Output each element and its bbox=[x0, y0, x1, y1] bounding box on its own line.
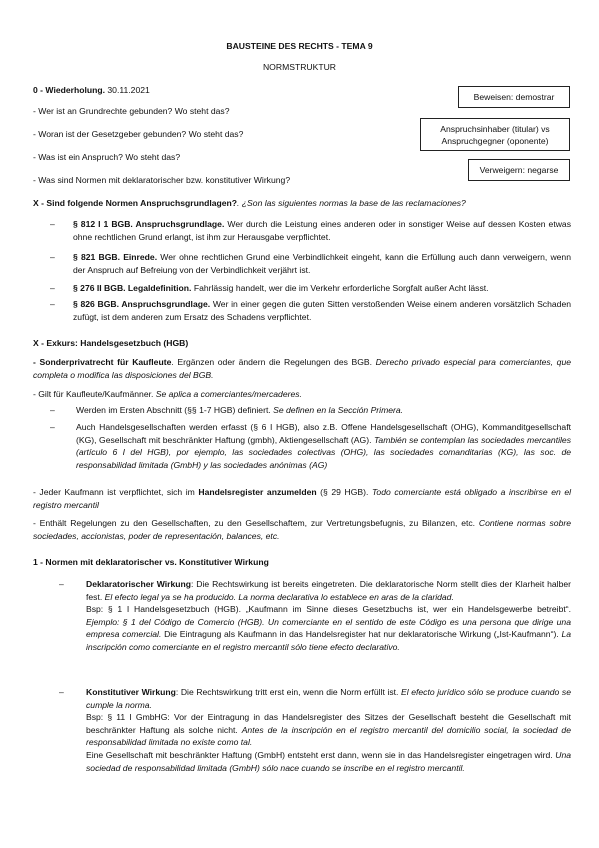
bullet-dash: – bbox=[50, 405, 55, 415]
hgb-paragraph-2 bbox=[33, 388, 571, 401]
bullet-dash: – bbox=[50, 283, 55, 293]
hgb-p1-text: . Ergänzen oder ändern die Regelungen des BGB. bbox=[171, 357, 376, 367]
hgb-paragraph-1 bbox=[33, 356, 571, 381]
konstitutiv-text: : Die Rechtswirkung tritt erst ein, wenn die Norm erfüllt ist. bbox=[175, 687, 402, 697]
review-question-1: - Wer ist an Grundrechte gebunden? Wo steht das? bbox=[33, 106, 230, 116]
konstitutiv-p2-es: Una sociedad de responsabilidad limitada (GmbH) sólo nace cuando se inscribe en el registro mercantil. bbox=[86, 749, 571, 773]
norm-item-3-text: Fahrlässig handelt, wer die im Verkehr erforderliche Sorgfalt außer Acht lässt. bbox=[191, 283, 489, 293]
bullet-dash: – bbox=[50, 299, 55, 309]
review-date: 30.11.2021 bbox=[107, 85, 150, 95]
bullet-dash: – bbox=[50, 219, 55, 229]
norm-item-3-ref: § 276 II BGB. Legaldefinition. bbox=[73, 283, 192, 293]
bullet-dash: – bbox=[59, 687, 64, 697]
deklaratorisch-label: Deklaratorischer Wirkung bbox=[86, 579, 192, 589]
hgb-sub-2 bbox=[76, 421, 571, 471]
deklaratorisch-es: El efecto legal ya se ha producido. La norma declarativa lo establece en aras de la claridad. bbox=[104, 591, 454, 602]
norm-item-2-ref: § 821 BGB. Einrede. bbox=[73, 252, 158, 262]
section-x1-heading-es: . ¿Son las siguientes normas la base de las reclamaciones? bbox=[237, 198, 466, 208]
review-question-2: - Woran ist der Gesetzgeber gebunden? Wo steht das? bbox=[33, 129, 244, 139]
bullet-dash: – bbox=[50, 252, 55, 262]
bullet-dash: – bbox=[50, 422, 55, 432]
note-box-anspruch: Anspruchsinhaber (titular) vs Anspruchgegner (oponente) bbox=[420, 118, 570, 151]
hgb-p2-text: - Gilt für Kaufleute/Kaufmänner. bbox=[33, 389, 156, 399]
hgb-p3-bold: Handelsregister anzumelden bbox=[198, 487, 317, 497]
konstitutiv-bsp: Bsp: § 11 I GmbHG: Vor der Eintragung in das Handelsregister des Sitzes der Gesellschaft besteht die Gesellschaft mit beschränkter Haftung als solche nicht. bbox=[86, 712, 571, 735]
hgb-p4-text: - Enthält Regelungen zu den Gesellschaften, zu den Gesellschaftem, zur Vertretungsbefugnis, zu Bilanzen, etc. bbox=[33, 518, 479, 528]
deklaratorisch-bsp-es: Ejemplo: § 1 del Código de Comercio (HGB). Un comerciante en el sentido de este Código es una persona que dirige una empresa comercial. bbox=[86, 616, 571, 640]
page-title: BAUSTEINE DES RECHTS - TEMA 9 bbox=[226, 41, 373, 51]
hgb-sub1-text: Werden im Ersten Abschnitt (§§ 1-7 HGB) definiert. bbox=[76, 405, 274, 415]
review-question-4: - Was sind Normen mit deklaratorischer bzw. konstitutiver Wirkung? bbox=[33, 175, 291, 185]
page-subtitle: NORMSTRUKTUR bbox=[262, 62, 337, 72]
deklaratorisch-bsp: Bsp: § 1 I Handelsgesetzbuch (HGB). „Kaufmann im Sinne dieses Gesetzbuchs ist, wer ein Handelsgewerbe betreibt“. bbox=[86, 604, 571, 615]
norm-item-1-text: Wer durch die Leistung eines anderen oder in sonstiger Weise auf dessen Kosten etwas ohne rechtlichen Grund erlangt, ist ihm zur Herausgabe verpflichtet. bbox=[73, 219, 572, 242]
hgb-sub-1 bbox=[76, 404, 571, 417]
review-heading: 0 - Wiederholung. bbox=[33, 85, 106, 95]
hgb-p3-es: Todo comerciante está obligado a inscribirse en el registro mercantil bbox=[33, 487, 572, 510]
konstitutiv-label: Konstitutiver Wirkung bbox=[86, 687, 176, 697]
deklaratorisch-block bbox=[86, 578, 571, 654]
hgb-paragraph-3 bbox=[33, 486, 571, 511]
deklaratorisch-bsp2-es: La inscripción como comerciante en el registro mercantil sólo tiene efecto declarativo. bbox=[86, 629, 572, 652]
konstitutiv-p2: Eine Gesellschaft mit beschränkter Haftung (GmbH) entsteht erst dann, wenn sie in das Handelsregister eingetragen wird. bbox=[86, 749, 556, 760]
deklaratorisch-text: : Die Rechtswirkung ist bereits eingetreten. Die deklaratorische Norm stellt dies der Klarheit halber fest. bbox=[86, 579, 571, 602]
norm-item-4 bbox=[73, 298, 571, 323]
hgb-paragraph-4 bbox=[33, 517, 571, 542]
hgb-p3-text2: (§ 29 HGB). bbox=[316, 487, 372, 497]
hgb-sub2-es: También se contemplan las sociedades mercantiles (artículo 6 I del HGB), por ejemplo, las sociedades colectivas (OHG), las sociedades comanditarias (KG), las soc. de responsabilidad limitada (GmbH) y las sociedades anónimas (AG) bbox=[76, 434, 571, 470]
norm-item-3 bbox=[73, 282, 571, 295]
note-box-beweisen: Beweisen: demostrar bbox=[458, 86, 570, 108]
konstitutiv-block bbox=[86, 686, 571, 774]
hgb-p4-es: Contiene normas sobre sociedades, accionistas, poder de representación, balances, etc. bbox=[33, 518, 572, 541]
review-heading-line bbox=[33, 84, 150, 96]
hgb-p2-es: Se aplica a comerciantes/mercaderes. bbox=[155, 389, 302, 399]
section-1-heading: 1 - Normen mit deklaratorischer vs. Konstitutiver Wirkung bbox=[33, 557, 269, 567]
hgb-sub1-es: Se definen en la Sección Primera. bbox=[273, 405, 404, 415]
konstitutiv-bsp-es: Antes de la inscripción en el registro mercantil del domicilio social, la sociedad de responsabilidad limitada no existe como tal. bbox=[86, 724, 571, 748]
norm-item-1 bbox=[73, 218, 571, 243]
norm-item-4-ref: § 826 BGB. Anspruchsgrundlage. bbox=[73, 299, 211, 309]
hgb-sub2-text: Auch Handelsgesellschaften werden erfasst (§ 6 I HGB), also z.B. Offene Handelsgesellschaft (OHG), Kommanditgesellschaft (KG), Gesellschaft mit beschränkter Haftung (gmbh), Aktiengesellschaft (AG). bbox=[76, 422, 571, 445]
section-x1-heading: X - Sind folgende Normen Anspruchsgrundlagen? bbox=[33, 198, 238, 208]
norm-item-4-text: Wer in einer gegen die guten Sitten verstoßenden Weise einem anderen vorsätzlich Schaden zufügt, ist dem anderen zum Ersatz des Schadens verpflichtet. bbox=[73, 299, 572, 322]
section-x2-heading: X - Exkurs: Handelsgesetzbuch (HGB) bbox=[33, 338, 189, 348]
hgb-p3-text: - Jeder Kaufmann ist verpflichtet, sich im bbox=[33, 487, 199, 497]
norm-item-1-ref: § 812 I 1 BGB. Anspruchsgrundlage. bbox=[73, 219, 225, 229]
norm-item-2-text: Wer ohne rechtlichen Grund eine Verbindlichkeit eingeht, kann die Erfüllung auch dann verweigern, wenn der Anspruch auf Befreiung von der Verbindlichkeit verjährt ist. bbox=[73, 252, 571, 275]
konstitutiv-es: El efecto jurídico sólo se produce cuando se cumple la norma. bbox=[86, 687, 571, 710]
note-box-verweigern: Verweigern: negarse bbox=[468, 159, 570, 181]
hgb-p1-es: Derecho privado especial para comerciantes, que completa o modifica las disposiciones del BGB. bbox=[33, 357, 572, 380]
bullet-dash: – bbox=[59, 579, 64, 589]
section-x1-heading-line bbox=[33, 197, 466, 209]
review-question-3: - Was ist ein Anspruch? Wo steht das? bbox=[33, 152, 181, 162]
hgb-p1-bold: - Sonderprivatrecht für Kaufleute bbox=[33, 357, 172, 367]
norm-item-2 bbox=[73, 251, 571, 276]
deklaratorisch-bsp2: Die Eintragung als Kaufmann in das Handelsregister hat nur deklaratorische Wirkung („Ist-Kaufmann“). bbox=[161, 629, 562, 640]
